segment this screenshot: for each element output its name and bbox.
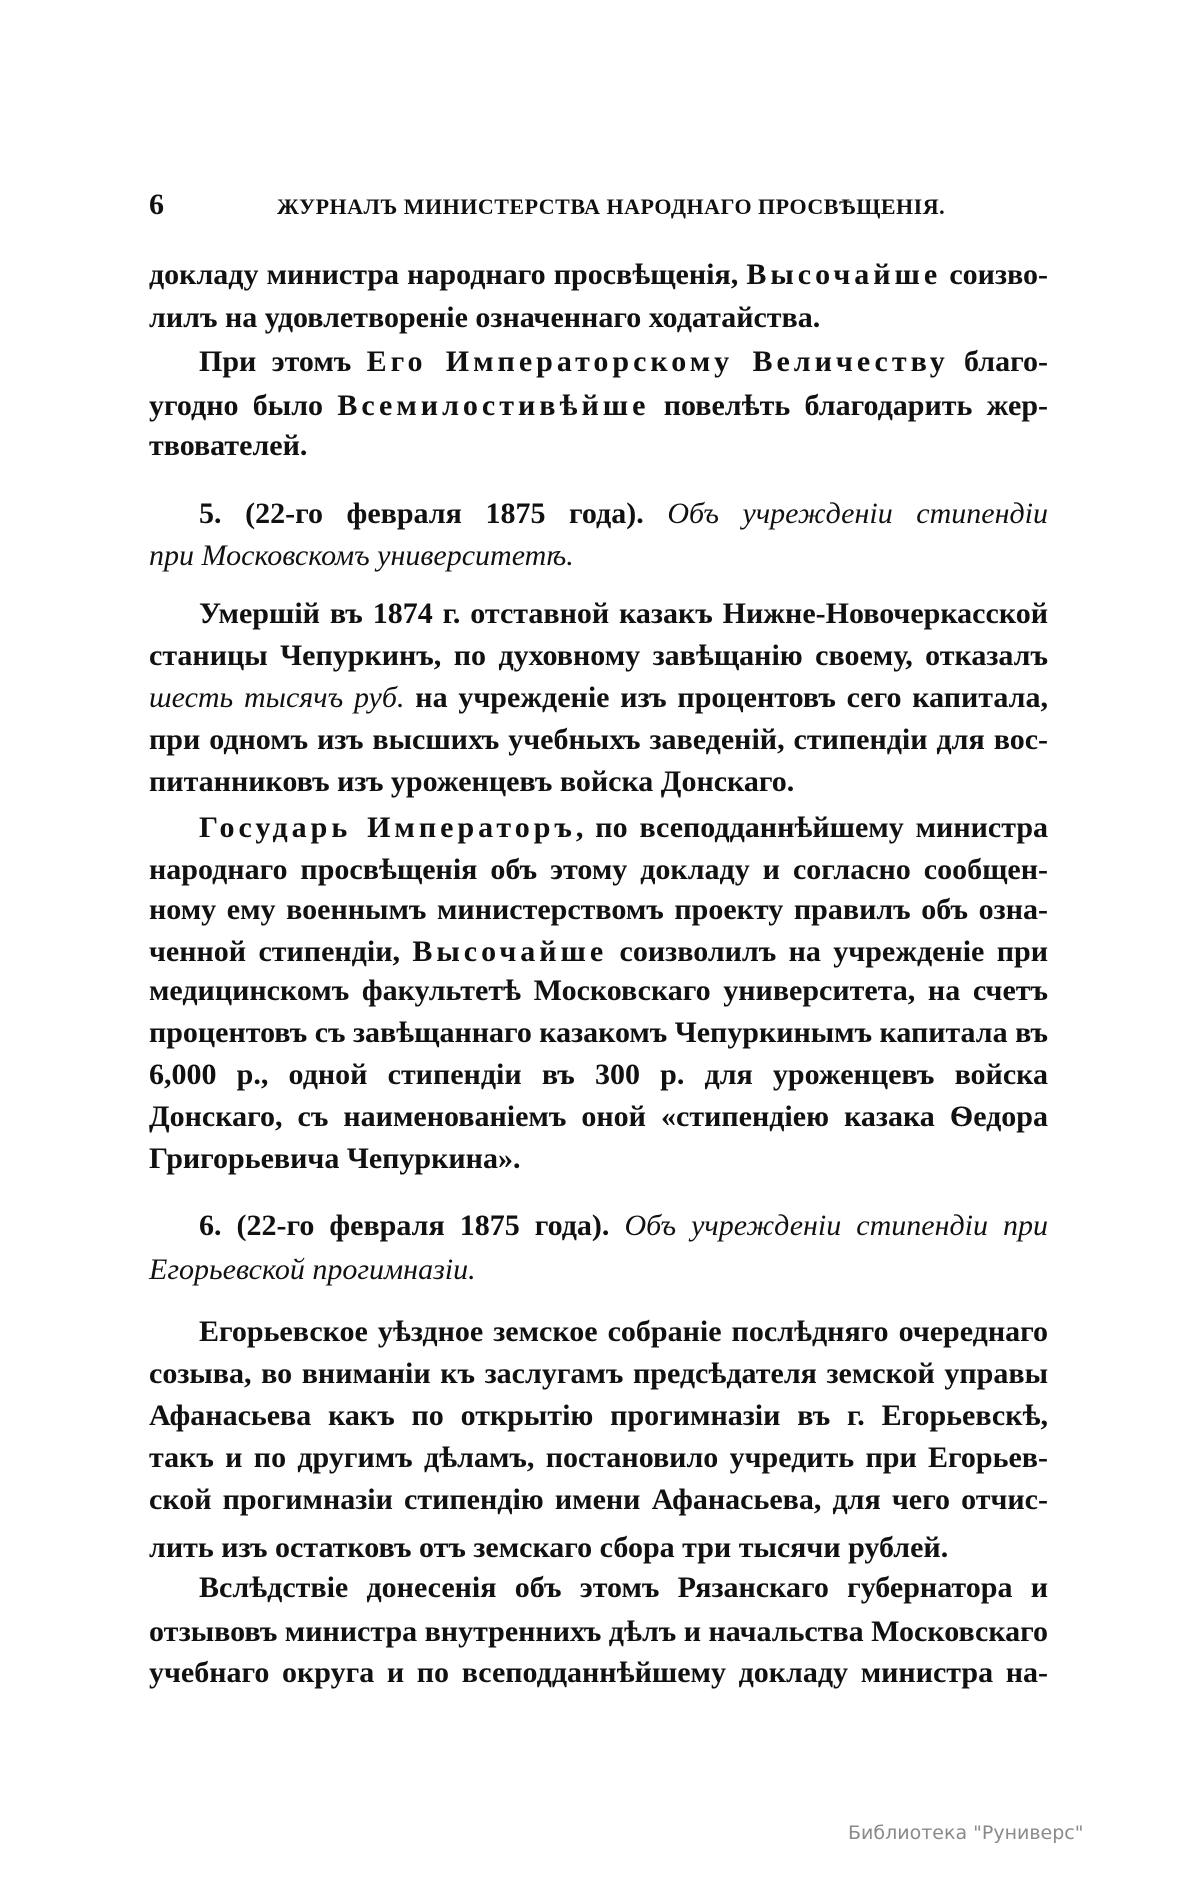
text-line — [149, 1612, 1048, 1652]
text-line-paragraph-end — [149, 298, 820, 338]
text-line-paragraph-end — [149, 536, 574, 576]
text-span: ченной стипендіи, — [149, 935, 413, 968]
text-span: докладу министра народнаго просвѣщенія, — [149, 258, 747, 291]
text-line — [199, 342, 1048, 382]
text-span: соизво- — [941, 258, 1048, 291]
text-span: Вслѣдствіе донесенія объ этомъ Рязанскаго губернатора и — [199, 1571, 1048, 1604]
text-span: лилъ на удовлетвореніе означеннаго ходатайства. — [149, 301, 821, 334]
running-header: ЖУРНАЛЪ МИНИСТЕРСТВА НАРОДНАГО ПРОСВѢЩЕНІЯ. — [277, 194, 946, 219]
text-span: ской прогимназіи стипендію имени Афанасьева, для чего отчис- — [149, 1483, 1048, 1516]
text-span: соизволилъ на учрежденіе при — [607, 935, 1048, 968]
text-line — [149, 932, 1048, 972]
text-span: ному ему военнымъ министерствомъ проекту правилъ объ озна- — [149, 893, 1048, 926]
text-span: на учрежденіе изъ процентовъ сего капитала, — [404, 681, 1049, 714]
text-line — [149, 971, 1048, 1011]
text-span: благо- — [948, 345, 1049, 378]
italic-text: Егорьевской прогимназіи. — [149, 1253, 476, 1286]
text-span: Афанасьева какъ по открытію прогимназіи въ г. Егорьевскѣ, — [149, 1399, 1048, 1432]
text-line — [149, 1055, 1048, 1095]
text-span: 6. (22-го февраля 1875 года). — [199, 1209, 625, 1242]
text-span: учебнаго округа и по всеподданнѣйшему докладу министра на- — [149, 1656, 1048, 1689]
text-span: 6,000 р., одной стипендіи въ 300 р. для уроженцевъ войска — [149, 1058, 1048, 1091]
text-line — [199, 594, 1048, 634]
text-span: Умершій въ 1874 г. отставной казакъ Нижне-Новочеркасской — [199, 597, 1048, 630]
text-line — [149, 890, 1048, 930]
text-line-paragraph-end — [149, 1250, 476, 1290]
italic-text: Объ учрежденіи стипендіи — [667, 497, 1048, 530]
text-span: медицинскомъ факультетѣ Московскаго университета, на счетъ — [149, 974, 1048, 1007]
text-line — [199, 494, 1048, 534]
text-span: , по всеподданнѣйшему министра — [575, 811, 1049, 844]
text-line — [149, 255, 1048, 295]
text-line — [149, 720, 1048, 760]
text-line — [199, 808, 1048, 848]
text-line — [149, 1653, 1048, 1693]
library-watermark: Библиотека "Руниверс" — [848, 1822, 1084, 1844]
text-span: повелѣть благодарить жер- — [649, 389, 1048, 422]
text-span: угодно было — [149, 389, 338, 422]
text-span: Донскаго, съ наименованіемъ оной «стипендіею казака Ѳедора — [149, 1100, 1048, 1133]
text-line — [149, 850, 1048, 890]
text-line — [149, 386, 1048, 426]
text-span: Егорьевское уѣздное земское собраніе послѣдняго очереднаго — [199, 1315, 1048, 1348]
text-line — [199, 1206, 1048, 1246]
text-line — [149, 1013, 1048, 1053]
spaced-text: Высочайше — [746, 258, 942, 291]
text-span: отзывовъ министра внутреннихъ дѣлъ и начальства Московскаго — [149, 1615, 1048, 1648]
text-span: Григорьевича Чепуркина». — [149, 1142, 521, 1175]
italic-text: Объ учрежденіи стипендіи при — [624, 1209, 1048, 1242]
text-span: питанниковъ изъ уроженцевъ войска Донскаго. — [149, 765, 795, 798]
text-line — [149, 1097, 1048, 1137]
spaced-text: Всемилостивѣйше — [337, 389, 650, 422]
text-line — [149, 1438, 1048, 1478]
text-span: станицы Чепуркинъ, по духовному завѣщанію своему, отказалъ — [149, 639, 1048, 672]
text-span: такъ и по другимъ дѣламъ, постановило учредить при Егорьев- — [149, 1441, 1048, 1474]
text-line-paragraph-end — [149, 426, 307, 466]
italic-text: шесть тысячъ руб. — [149, 681, 405, 714]
text-line — [149, 636, 1048, 676]
text-line — [149, 1354, 1048, 1394]
text-span: твователей. — [149, 429, 308, 462]
italic-text: при Московскомъ университетѣ. — [149, 539, 574, 572]
spaced-text: Высочайше — [412, 935, 608, 968]
text-line-paragraph-end — [149, 1139, 520, 1179]
text-span: процентовъ съ завѣщаннаго казакомъ Чепуркинымъ капитала въ — [149, 1016, 1048, 1049]
text-line — [199, 1312, 1048, 1352]
text-span: созыва, во вниманіи къ заслугамъ предсѣдателя земской управы — [149, 1357, 1048, 1390]
text-line — [149, 1396, 1048, 1436]
text-line — [199, 1568, 1048, 1608]
text-line — [149, 1480, 1048, 1520]
text-span: народнаго просвѣщенія объ этому докладу и согласно сообщен- — [149, 853, 1048, 886]
text-line-paragraph-end — [149, 1528, 948, 1568]
text-line-paragraph-end — [149, 762, 794, 802]
spaced-text: Государь Императоръ — [199, 811, 576, 844]
text-span: При этомъ — [199, 345, 367, 378]
text-line — [149, 678, 1048, 718]
text-span: при одномъ изъ высшихъ учебныхъ заведеній, стипендіи для вос- — [149, 723, 1048, 756]
text-span: лить изъ остатковъ отъ земскаго сбора три тысячи рублей. — [149, 1531, 949, 1564]
page-number: 6 — [149, 188, 164, 221]
text-span: 5. (22-го февраля 1875 года). — [199, 497, 668, 530]
spaced-text: Его Императорскому Величеству — [366, 345, 949, 378]
